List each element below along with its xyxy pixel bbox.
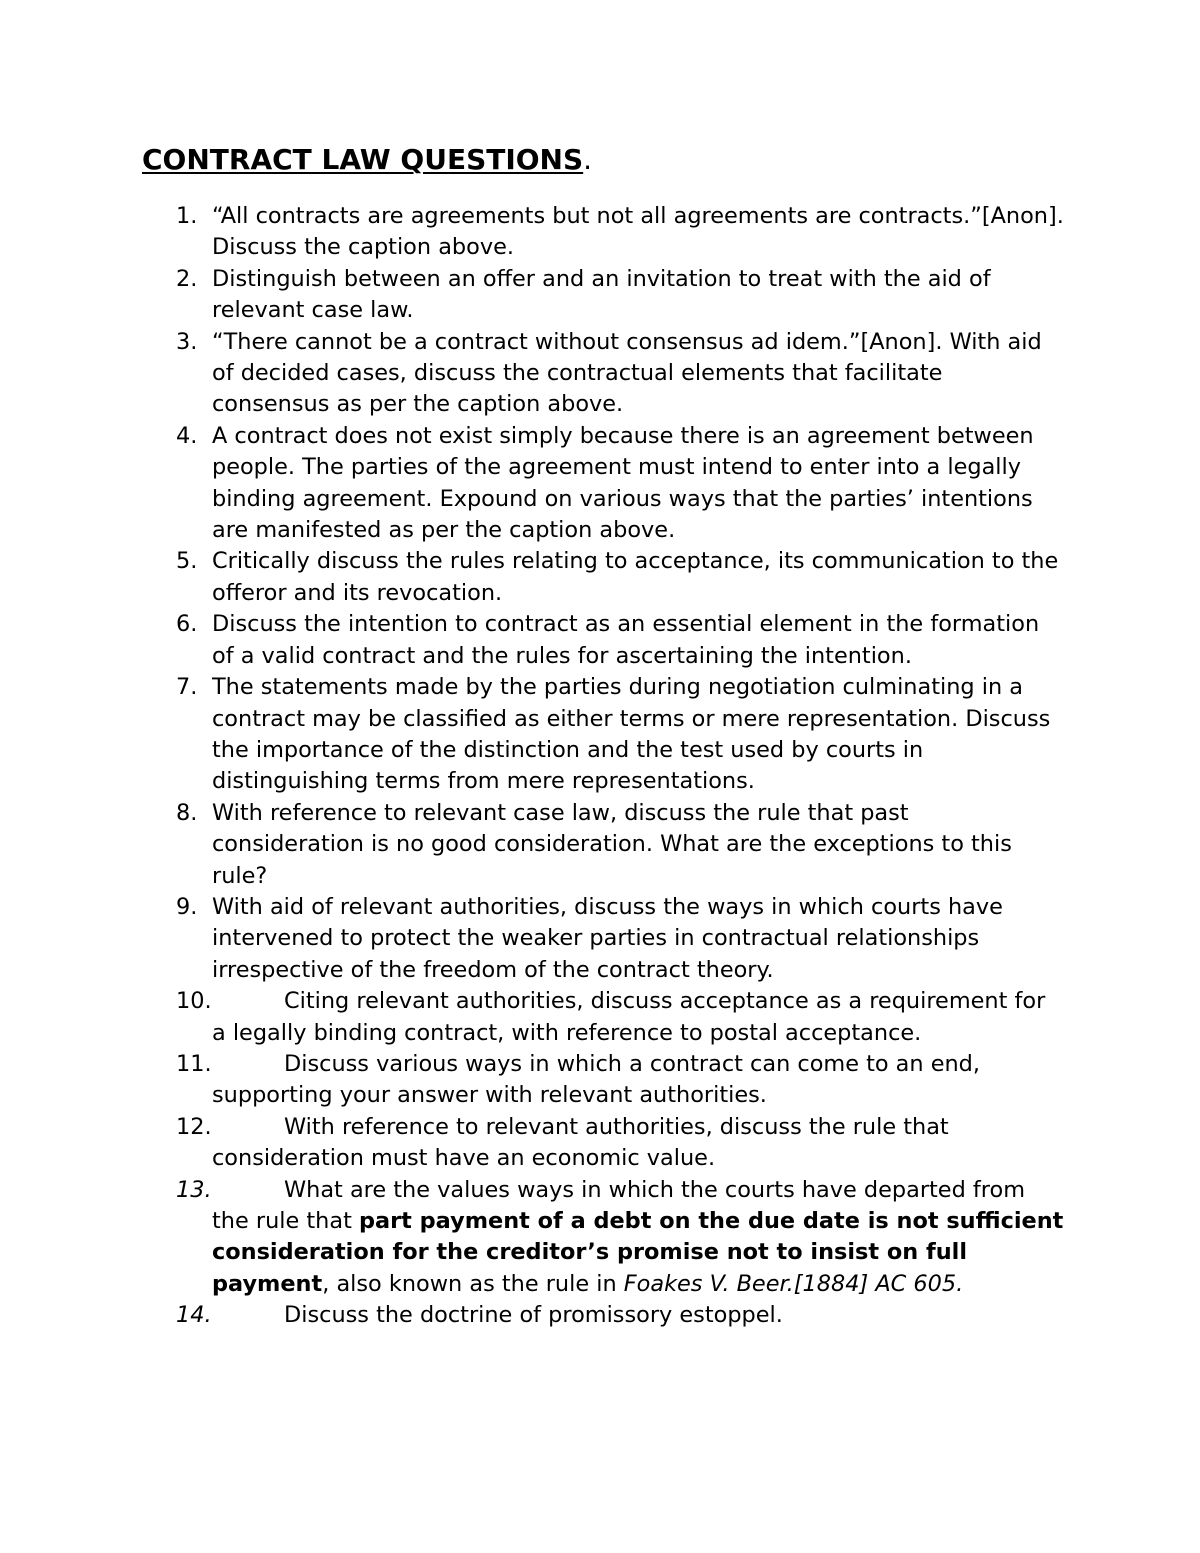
question-text: Discuss various ways in which a contract can come to an end, supporting your answer with relevant authorities. — [212, 1050, 981, 1109]
question-number: 9. — [176, 893, 198, 920]
questions-list — [176, 201, 1066, 1332]
question-item-2 — [176, 264, 1066, 327]
question-item-14 — [176, 1300, 1066, 1331]
title-text: CONTRACT LAW QUESTIONS — [142, 143, 584, 176]
question-item-11 — [176, 1049, 1066, 1112]
question-text: With reference to relevant case law, discuss the rule that past consideration is no good consideration. What are the exceptions to this rule? — [212, 799, 1012, 889]
question-item-4 — [176, 421, 1066, 547]
question-text: The statements made by the parties during negotiation culminating in a contract may be classified as either terms or mere representation. Discuss the importance of the distinction and the test used by courts in distinguishing terms from mere representations. — [212, 674, 1051, 795]
question-number: 3. — [176, 328, 198, 355]
case-citation: Foakes V. Beer.[1884] AC 605. — [623, 1270, 964, 1297]
question-text-bold: part payment of a debt on the due date is not sufficient consideration for the creditor’s promise not to insist on full payment — [212, 1208, 1064, 1297]
title-period: . — [583, 143, 593, 176]
question-text: A contract does not exist simply because there is an agreement between people. The parties of the agreement must intend to enter into a legally binding agreement. Expound on various ways that the parties’ intentions are manifested as per the caption above. — [212, 422, 1034, 544]
question-number: 1. — [176, 203, 198, 229]
question-item-5 — [176, 546, 1066, 609]
question-item-10 — [176, 986, 1066, 1049]
question-number: 12. — [176, 1113, 212, 1140]
question-text: “There cannot be a contract without consensus ad idem.”[Anon]. With aid of decided cases, discuss the contractual elements that facilitate consensus as per the caption above. — [212, 328, 1042, 418]
question-text: With aid of relevant authorities, discuss the ways in which courts have intervened to protect the weaker parties in contractual relationships irrespective of the freedom of the contract theory. — [212, 893, 1003, 983]
question-number: 14. — [176, 1302, 212, 1329]
question-number: 13. — [176, 1176, 212, 1203]
question-number: 8. — [176, 799, 198, 826]
question-text: Distinguish between an offer and an invitation to treat with the aid of relevant case law. — [212, 265, 991, 324]
question-number: 5. — [176, 548, 198, 575]
question-text-before: What are the values ways in which the courts have departed from the rule that — [212, 1176, 1026, 1234]
question-number: 4. — [176, 422, 198, 449]
question-item-1 — [176, 201, 1066, 264]
question-text: “All contracts are agreements but not all agreements are contracts.”[Anon]. Discuss the caption above. — [212, 203, 1064, 261]
question-item-9 — [176, 892, 1066, 986]
question-number: 7. — [176, 674, 198, 701]
question-number: 2. — [176, 265, 198, 292]
question-text-middle: , also known as the rule in — [322, 1270, 624, 1297]
question-number: 6. — [176, 611, 198, 638]
question-text: Critically discuss the rules relating to acceptance, its communication to the offeror and its revocation. — [212, 548, 1059, 606]
question-text: Citing relevant authorities, discuss acceptance as a requirement for a legally binding contract, with reference to postal acceptance. — [212, 988, 1046, 1046]
question-text: With reference to relevant authorities, discuss the rule that consideration must have an economic value. — [212, 1113, 949, 1172]
question-item-13 — [176, 1175, 1066, 1301]
document-title — [142, 140, 592, 180]
question-item-6 — [176, 609, 1066, 672]
question-number: 11. — [176, 1050, 212, 1077]
question-number: 10. — [176, 988, 212, 1015]
question-item-3 — [176, 327, 1066, 421]
question-text: Discuss the intention to contract as an essential element in the formation of a valid contract and the rules for ascertaining the intention. — [212, 611, 1040, 669]
question-item-12 — [176, 1112, 1066, 1175]
question-text: Discuss the doctrine of promissory estoppel. — [284, 1302, 783, 1329]
question-item-7 — [176, 672, 1066, 798]
question-item-8 — [176, 798, 1066, 892]
